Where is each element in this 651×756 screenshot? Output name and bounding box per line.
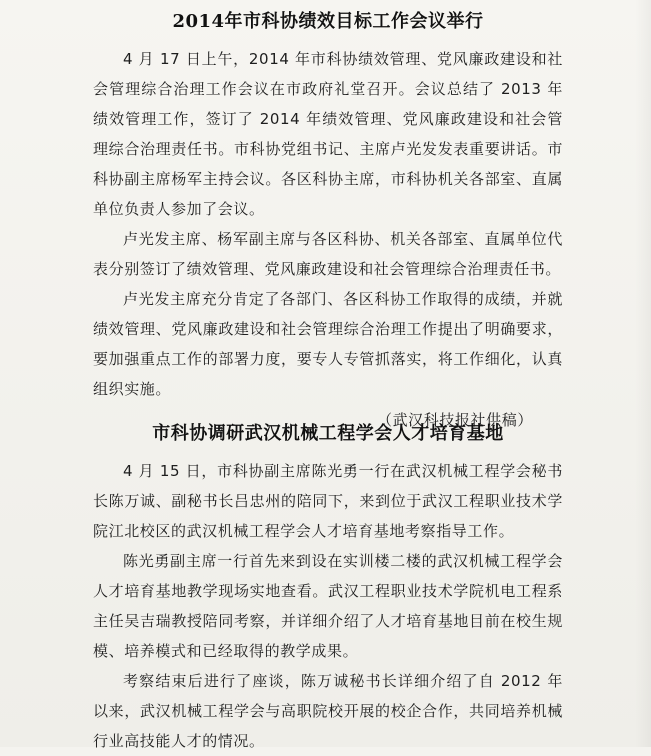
article-headline: 市科协调研武汉机械工程学会人才培育基地 [152, 423, 504, 444]
article-paragraph: 考察结束后进行了座谈，陈万诚秘书长详细介绍了自 2012 年以来，武汉机械工程学会与高职院校开展的校企合作，共同培养机械行业高技能人才的情况。 [93, 672, 563, 750]
article-headline: 2014年市科协绩效目标工作会议举行 [172, 11, 484, 32]
article-performance-meeting [93, 8, 563, 434]
article-talent-base-visit [93, 420, 563, 756]
page-edge-shadow [635, 0, 651, 747]
article-source-credit: （武汉科技报社供稿） [376, 411, 533, 429]
article-paragraph: 4 月 15 日，市科协副主席陈光勇一行在武汉机械工程学会秘书长陈万诚、副秘书长吕忠州的陪同下，来到位于武汉工程职业技术学院江北校区的武汉机械工程学会人才培育基地考察指导工作。 [93, 462, 563, 540]
article-paragraph: 陈光勇副主席一行首先来到设在实训楼二楼的武汉机械工程学会人才培育基地教学现场实地查看。武汉工程职业技术学院机电工程系主任吴吉瑞教授陪同考察，并详细介绍了人才培育基地目前在校生规模、培养模式和已经取得的教学成果。 [93, 552, 563, 660]
article-paragraph: 卢光发主席充分肯定了各部门、各区科协工作取得的成绩，并就绩效管理、党风廉政建设和社会管理综合治理工作提出了明确要求，要加强重点工作的部署力度，要专人专管抓落实，将工作细化，认真组织实施。 [93, 290, 563, 398]
article-paragraph: 4 月 17 日上午，2014 年市科协绩效管理、党风廉政建设和社会管理综合治理工作会议在市政府礼堂召开。会议总结了 2013 年绩效管理工作，签订了 2014 年绩效管理、党风廉政建设和社会管理综合治理责任书。市科协党组书记、主席卢光发发表重要讲话。市科协副主席杨军主持会议。各区科协主席，市科协机关各部室、直属单位负责人参加了会议。 [93, 50, 563, 218]
article-paragraph: 卢光发主席、杨军副主席与各区科协、机关各部室、直属单位代表分别签订了绩效管理、党风廉政建设和社会管理综合治理责任书。 [93, 230, 563, 278]
